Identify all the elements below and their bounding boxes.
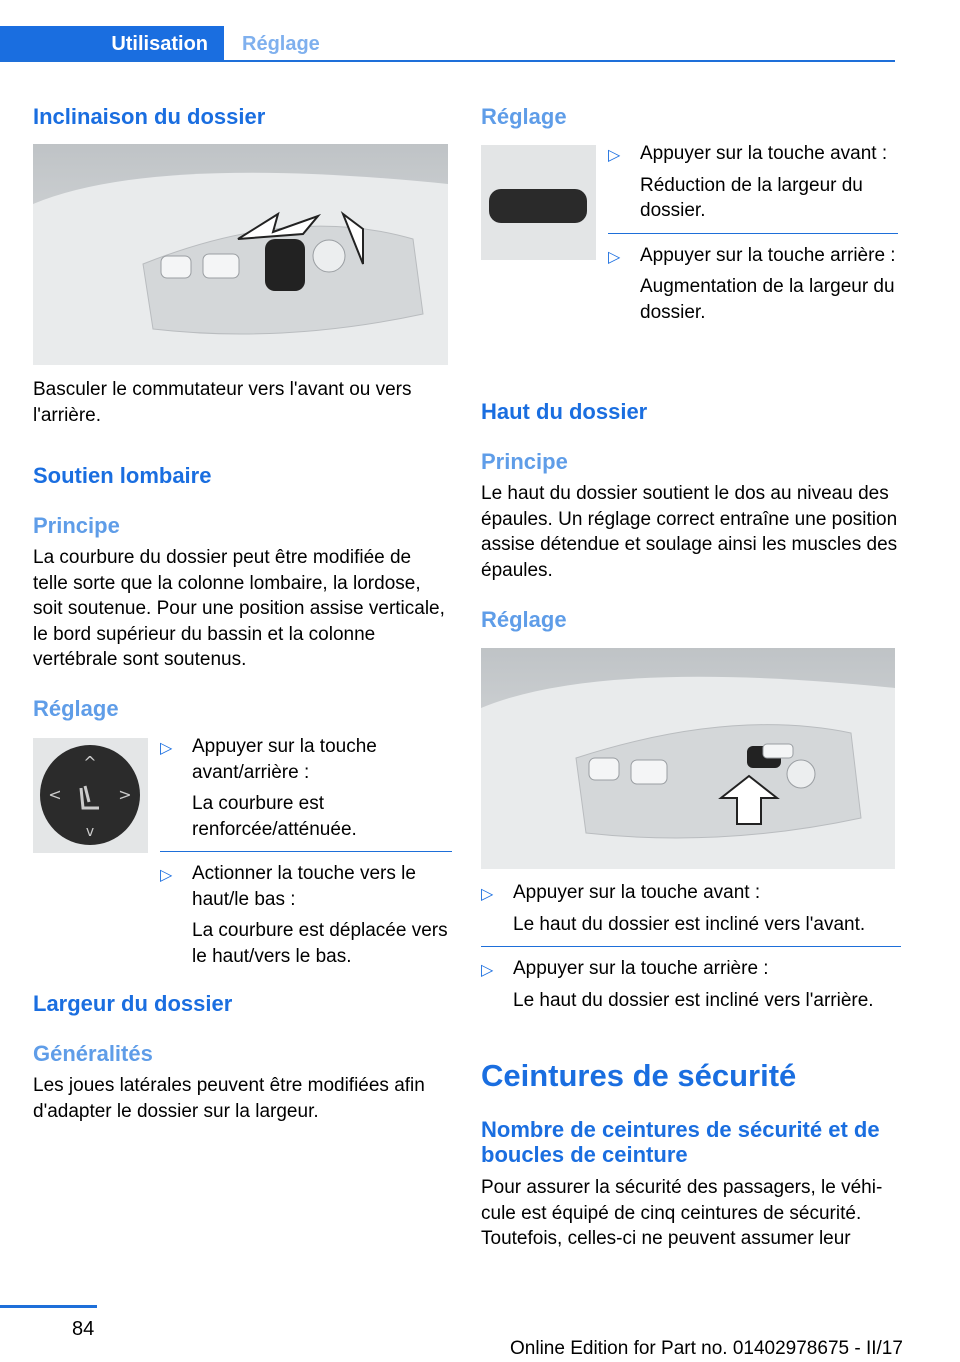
- list-item-text: Appuyer sur la touche avant/arrière :: [192, 736, 377, 783]
- list-item: [481, 880, 901, 937]
- heading-soutien-lombaire: Soutien lombaire: [33, 463, 212, 488]
- heading-reglage-largeur: Réglage: [481, 104, 567, 129]
- list-item-text: Appuyer sur la touche arrière :: [513, 958, 769, 979]
- list-divider: [608, 233, 898, 234]
- heading-ceintures: Ceintures de sécurité: [481, 1058, 797, 1093]
- paragraph-lombaire: La courbure du dossier peut être modifiée de telle sorte que la colonne lombaire, la lordose, soit soutenue. Pour une position assise verticale, le bord supérieur du bassin et la colonne vertébrale sont soutenus.: [33, 547, 445, 670]
- page-number: 84: [72, 1318, 95, 1340]
- svg-text:v: v: [85, 824, 95, 840]
- list-divider: [481, 946, 901, 947]
- svg-text:^: ^: [83, 753, 97, 772]
- paragraph-largeur: Les joues latérales peuvent être modifiées afin d'adapter le dossier sur la largeur.: [33, 1075, 425, 1122]
- upper-backrest-instructions: [481, 880, 901, 1013]
- triangle-bullet-icon: ▷: [160, 740, 173, 757]
- paragraph-ceintures: Pour assurer la sécurité des passagers, le véhicule est équipé de cinq ceintures de sécurité. Toutefois, celles-ci ne peuvent assumer leur: [481, 1177, 883, 1249]
- list-item-result: Augmentation de la largeur du dossier.: [640, 276, 895, 323]
- list-item-result: La courbure est renforcée/atténuée.: [192, 793, 357, 840]
- heading-inclinaison: Inclinaison du dossier: [33, 104, 266, 129]
- triangle-bullet-icon: ▷: [608, 248, 621, 266]
- svg-text:<: <: [48, 785, 62, 804]
- heading-largeur-dossier: Largeur du dossier: [33, 991, 233, 1016]
- triangle-bullet-icon: ▷: [481, 886, 494, 903]
- heading-principe-haut: Principe: [481, 449, 568, 474]
- paragraph-haut: Le haut du dossier soutient le dos au niveau des épaules. Un réglage correct entraîne une position assise détendue et soulage ainsi les muscles des épaules.: [481, 483, 898, 581]
- list-item: [160, 734, 452, 842]
- lumbar-control-image: [33, 738, 148, 853]
- seat-switch-backrest-image: [33, 144, 448, 365]
- header-rule: [0, 60, 895, 62]
- heading-reglage-haut: Réglage: [481, 607, 567, 632]
- list-item: [608, 141, 898, 224]
- header-tabs: [0, 0, 895, 62]
- tab-reglage[interactable]: Réglage: [242, 33, 320, 55]
- footer-edition: Online Edition for Part no. 01402978675 - II/17: [510, 1338, 903, 1359]
- list-item-text: Actionner la touche vers le haut/le bas :: [192, 863, 416, 910]
- tab-utilisation[interactable]: Utilisation: [0, 26, 224, 62]
- width-instructions: [608, 141, 898, 325]
- heading-generalites: Généralités: [33, 1041, 153, 1066]
- list-item-text: Appuyer sur la touche avant :: [513, 882, 761, 903]
- list-divider: [160, 851, 452, 852]
- triangle-bullet-icon: ▷: [160, 867, 173, 884]
- heading-principe-lombaire: Principe: [33, 513, 120, 538]
- list-item-result: La courbure est déplacée vers le haut/vers le bas.: [192, 920, 448, 967]
- triangle-bullet-icon: ▷: [481, 962, 494, 979]
- list-item-text: Appuyer sur la touche avant :: [640, 143, 888, 164]
- triangle-bullet-icon: ▷: [608, 147, 621, 164]
- heading-haut-dossier: Haut du dossier: [481, 399, 648, 424]
- width-button-image: [481, 145, 596, 260]
- heading-nombre-ceintures: Nombre de ceintures de sécurité et de boucles de ceinture: [481, 1117, 880, 1167]
- footer-rule: [0, 1305, 97, 1308]
- list-item-result: Réduction de la largeur du dossier.: [640, 174, 863, 221]
- list-item: [481, 956, 901, 1013]
- list-item-result: Le haut du dossier est incliné vers l'arrière.: [513, 989, 874, 1011]
- caption-inclinaison: Basculer le commutateur vers l'avant ou vers l'arrière.: [33, 379, 412, 426]
- list-item-result: Le haut du dossier est incliné vers l'avant.: [513, 913, 866, 935]
- list-item-text: Appuyer sur la touche arrière :: [640, 244, 896, 266]
- lumbar-instructions: [160, 734, 452, 969]
- list-item: [160, 861, 452, 969]
- heading-reglage-lombaire: Réglage: [33, 696, 119, 721]
- list-item: [608, 243, 898, 326]
- svg-text:>: >: [118, 785, 132, 804]
- upper-backrest-image: [481, 648, 895, 869]
